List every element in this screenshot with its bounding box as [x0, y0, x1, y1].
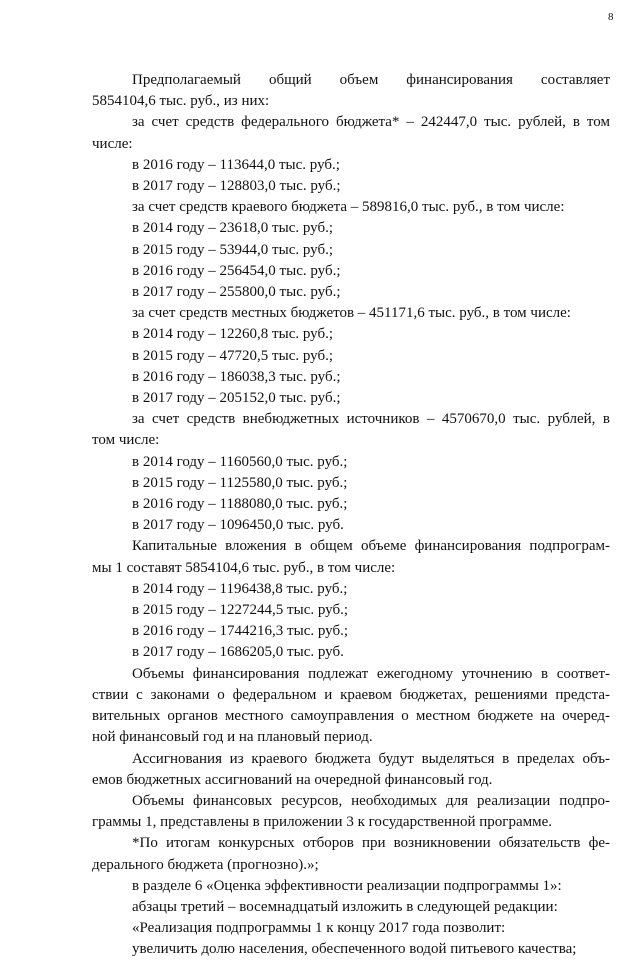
- text-line: Ассигнования из краевого бюджета будут выделяться в пределах объ-: [132, 750, 610, 767]
- text-line: том числе:: [92, 432, 160, 449]
- text-line: в 2015 году – 53944,0 тыс. руб.;: [132, 241, 334, 258]
- text-line: *По итогам конкурсных отборов при возникновении обязательств фе-: [132, 835, 610, 852]
- text-line: в 2014 году – 1160560,0 тыс. руб.;: [132, 453, 348, 470]
- text-line: увеличить долю населения, обеспеченного водой питьевого качества;: [132, 941, 577, 958]
- text-line: в 2017 году – 1686205,0 тыс. руб.: [132, 644, 344, 661]
- text-line: емов бюджетных ассигнований на очередной финансовый год.: [92, 771, 493, 788]
- text-line: за счет средств федерального бюджета* – 242447,0 тыс. рублей, в том: [132, 114, 610, 131]
- text-line: в 2015 году – 1227244,5 тыс. руб.;: [132, 602, 349, 619]
- text-line: за счет средств местных бюджетов – 451171,6 тыс. руб., в том числе:: [132, 305, 571, 322]
- text-line: ной финансовый год и на плановый период.: [92, 729, 373, 746]
- text-line: в 2017 году – 205152,0 тыс. руб.;: [132, 390, 341, 407]
- text-line: 5854104,6 тыс. руб., из них:: [92, 93, 270, 110]
- text-line: числе:: [92, 135, 133, 152]
- text-line: в 2014 году – 1196438,8 тыс. руб.;: [132, 580, 348, 597]
- text-line: Капитальные вложения в общем объеме финансирования подпрограм-: [132, 538, 610, 555]
- text-line: в 2016 году – 1744216,3 тыс. руб.;: [132, 623, 349, 640]
- text-line: в 2015 году – 1125580,0 тыс. руб.;: [132, 474, 348, 491]
- text-line: Объемы финансирования подлежат ежегодному уточнению в соответ-: [132, 665, 610, 682]
- text-line: вительных органов местного самоуправления о местном бюджете на очеред-: [92, 708, 610, 725]
- text-line: за счет средств внебюджетных источников – 4570670,0 тыс. рублей, в: [132, 411, 610, 428]
- text-line: в 2014 году – 12260,8 тыс. руб.;: [132, 326, 334, 343]
- text-line: дерального бюджета (прогнозно).»;: [92, 856, 319, 873]
- text-line: в 2016 году – 186038,3 тыс. руб.;: [132, 368, 341, 385]
- text-line: в 2016 году – 113644,0 тыс. руб.;: [132, 156, 340, 173]
- text-line: мы 1 составят 5854104,6 тыс. руб., в том числе:: [92, 559, 396, 576]
- text-line: «Реализация подпрограммы 1 к концу 2017 года позволит:: [132, 920, 506, 937]
- text-line: в 2017 году – 255800,0 тыс. руб.;: [132, 284, 341, 301]
- text-line: ствии с законами о федеральном и краевом бюджетах, решениями предста-: [92, 686, 610, 703]
- text-line: граммы 1, представлены в приложении 3 к государственной программе.: [92, 814, 553, 831]
- text-line: Объемы финансовых ресурсов, необходимых для реализации подпро-: [132, 792, 610, 809]
- text-line: в разделе 6 «Оценка эффективности реализации подпрограммы 1»:: [132, 877, 562, 894]
- text-line: за счет средств краевого бюджета – 589816,0 тыс. руб., в том числе:: [132, 199, 565, 216]
- text-line: в 2017 году – 1096450,0 тыс. руб.: [132, 517, 344, 534]
- document-body: [92, 70, 610, 961]
- text-line: в 2016 году – 1188080,0 тыс. руб.;: [132, 496, 348, 513]
- text-line: в 2017 году – 128803,0 тыс. руб.;: [132, 178, 341, 195]
- text-line: в 2014 году – 23618,0 тыс. руб.;: [132, 220, 334, 237]
- text-line: абзацы третий – восемнадцатый изложить в следующей редакции:: [132, 898, 558, 915]
- text-line: в 2016 году – 256454,0 тыс. руб.;: [132, 262, 341, 279]
- text-line: Предполагаемый общий объем финансирования составляет: [132, 72, 610, 88]
- page-number: 8: [608, 11, 614, 23]
- text-line: в 2015 году – 47720,5 тыс. руб.;: [132, 347, 334, 364]
